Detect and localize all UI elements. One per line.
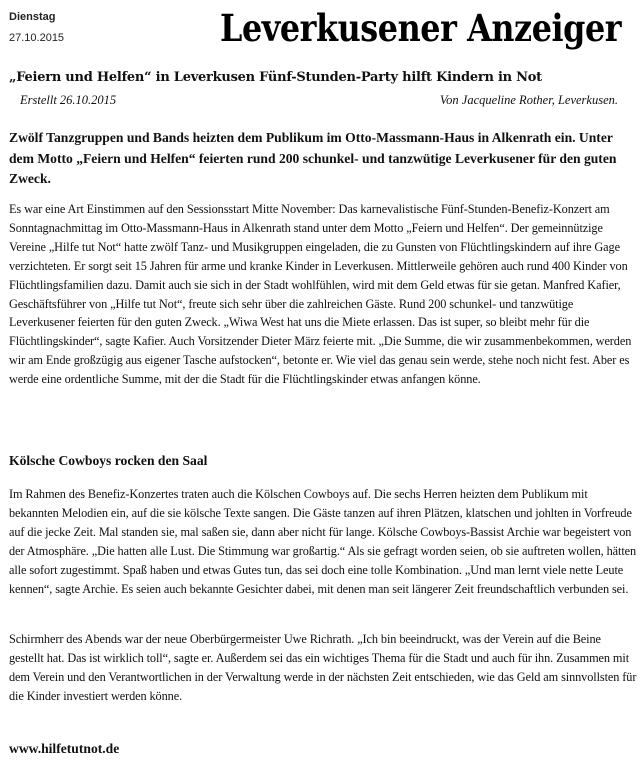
paragraph-3: Schirmherr des Abends war der neue Oberbürgermeister Uwe Richrath. „Ich bin beeindruckt, was der Verein auf die Beine gestellt hat. Das ist wirklich toll“, sagte er. Außerdem sei das ein wichtiges Thema für die Stadt und auch für ihn. Zusammen mit dem Verein und den Verantwortlichen in der Verwaltung werde in der nächsten Zeit entschieden, wie das Geld am sinnvollsten für die Kinder investiert werden könne. xyxy=(9,632,637,703)
website-link[interactable]: www.hilfetutnot.de xyxy=(9,741,120,756)
paragraph-1: Es war eine Art Einstimmen auf den Sessionsstart Mitte November: Das karnevalistische Fünf-Stunden-Benefiz-Konzert am Sonntagnachmittag im Otto-Massmann-Haus in Alkenrath stand unter dem Motto „Feiern und Helfen“. Der gemeinnützige Vereine „Hilfe tut Not“ hatte zwölf Tanz- und Musikgruppen eingeladen, die zu Gunsten von Flüchtlingskindern auf ihre Gage verzichteten. Er sorgt seit 15 Jahren für arme und kranke Kinder in Leverkusen. Mittlerweile gehören auch rund 400 Kinder von Flüchtlingsfamilien dazu. Damit auch sie sich in der Stadt wohlfühlen, wird mit dem Geld etwas für sie getan. Manfred Kafier, Geschäftsführer von „Hilfe tut Not“, freute sich sehr über die zahlreichen Gäste. Rund 200 schunkel- und tanzwütige Leverkusener feierten für den guten Zweck. „Wiwa West hat uns die Miete erlassen. Das ist super, so bleibt mehr für die Flüchtlingskinder“, sagte Kafier. Auch Vorsitzender Dieter März feierte mit. „Die Summe, die wir zusammenbekommen, werden wir am Ende großzügig aus eigener Tasche aufstocken“, betonte er. Wie viel das genau sein werde, stehe noch nicht fest. Aber es werde eine ordentliche Summe, mit der die Stadt für die Flüchtlingskinder etwas anfangen könne. xyxy=(9,202,632,387)
newspaper-logo: Leverkusener Anzeiger xyxy=(220,6,622,50)
article-headline: „Feiern und Helfen“ in Leverkusen Fünf-Stunden-Party hilft Kindern in Not xyxy=(9,70,542,85)
subheading: Kölsche Cowboys rocken den Saal xyxy=(9,453,208,468)
created-date: Erstellt 26.10.2015 xyxy=(20,93,117,107)
article-lead: Zwölf Tanzgruppen und Bands heizten dem Publikum im Otto-Massmann-Haus in Alkenrath ein. Unter dem Motto „Feiern und Helfen“ feierten rund 200 schunkel- und tanzwütige Leverkusener für den guten Zweck. xyxy=(9,130,617,186)
masthead xyxy=(0,0,643,52)
date-day: Dienstag xyxy=(9,11,56,23)
date: 27.10.2015 xyxy=(9,32,65,44)
author-byline: Von Jacqueline Rother, Leverkusen. xyxy=(439,93,618,107)
paragraph-2: Im Rahmen des Benefiz-Konzertes traten auch die Kölschen Cowboys auf. Die sechs Herren heizten dem Publikum mit bekannten Melodien ein, auf die sie kölsche Texte sangen. Die Gäste tanzen auf ihren Plätzen, klatschen und johlten in Vorfreude auf die jecke Zeit. Mal standen sie, mal saßen sie, dann aber nicht für lange. Kölsche Cowboys-Bassist Archie war begeistert von der Atmosphäre. „Die hatten alle Lust. Die Stimmung war großartig.“ Als sie gefragt worden seien, ob sie auftreten wollen, hätten alle sofort zugestimmt. Spaß haben und etwas Gutes tun, das sei doch eine tolle Kombination. „Und man lernt viele nette Leute kennen“, sagte Archie. Es seien auch bekannte Gesichter dabei, mit denen man seit längerer Zeit freundschaftlich verbunden sei. xyxy=(9,487,637,596)
